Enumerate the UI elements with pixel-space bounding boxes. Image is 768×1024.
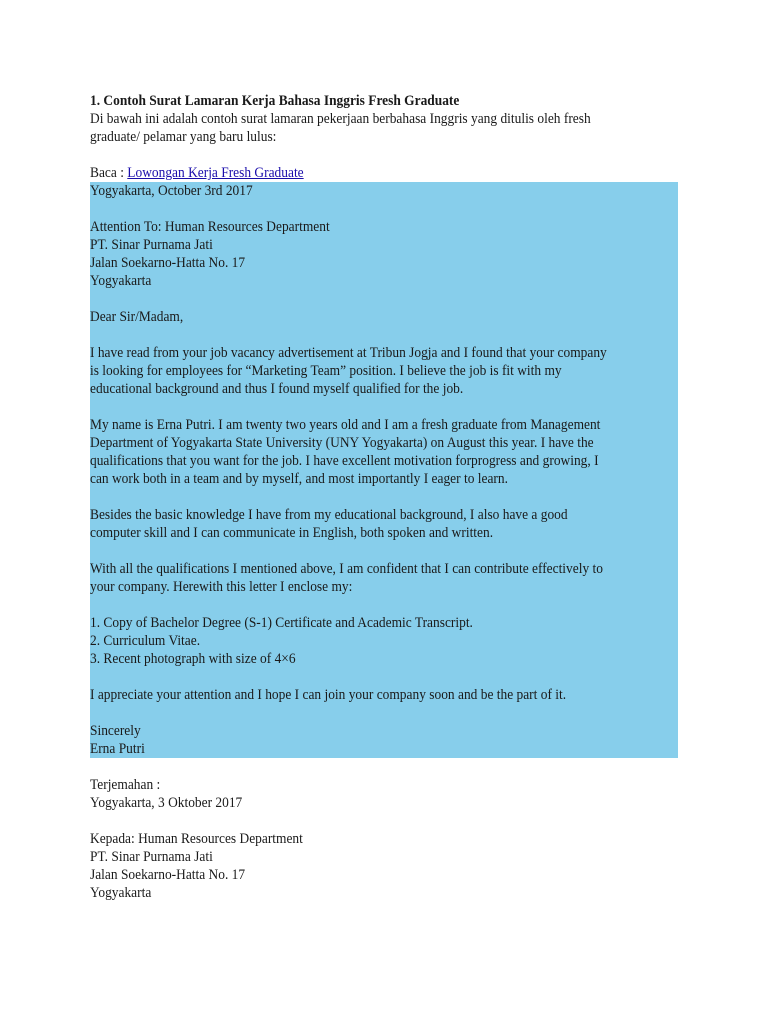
paragraph-line: qualifications that you want for the job. I have excellent motivation forprogress and growing, I bbox=[90, 453, 599, 469]
paragraph-line: educational background and thus I found myself qualified for the job. bbox=[90, 381, 464, 397]
spacer bbox=[90, 200, 678, 218]
letter-highlight-block bbox=[90, 182, 678, 758]
spacer bbox=[90, 704, 678, 722]
paragraph-line: Besides the basic knowledge I have from my educational background, I also have a good bbox=[90, 507, 568, 523]
paragraph-line: I have read from your job vacancy advertisement at Tribun Jogja and I found that your company bbox=[90, 345, 607, 361]
enclosure-item: 1. Copy of Bachelor Degree (S-1) Certificate and Academic Transcript. bbox=[90, 615, 473, 631]
document-page bbox=[90, 92, 680, 902]
intro-text: Di bawah ini adalah contoh surat lamaran pekerjaan berbahasa Inggris yang ditulis oleh fresh bbox=[90, 111, 591, 127]
spacer bbox=[90, 146, 680, 164]
baca-line bbox=[90, 164, 633, 182]
article-heading: 1. Contoh Surat Lamaran Kerja Bahasa Inggris Fresh Graduate bbox=[90, 93, 460, 109]
letter-closing: Sincerely bbox=[90, 723, 141, 739]
spacer bbox=[90, 290, 678, 308]
paragraph-line: My name is Erna Putri. I am twenty two years old and I am a fresh graduate from Management bbox=[90, 417, 601, 433]
translation-label: Terjemahan : bbox=[90, 777, 161, 793]
paragraph-line: Department of Yogyakarta State University (UNY Yogyakarta) on August this year. I have the bbox=[90, 435, 594, 451]
closing-paragraph: I appreciate your attention and I hope I can join your company soon and be the part of it. bbox=[90, 687, 567, 703]
paragraph-line: your company. Herewith this letter I enclose my: bbox=[90, 579, 353, 595]
spacer bbox=[90, 812, 680, 830]
spacer bbox=[90, 758, 680, 776]
enclosure-item: 2. Curriculum Vitae. bbox=[90, 633, 201, 649]
spacer bbox=[90, 488, 678, 506]
letter-street: Jalan Soekarno-Hatta No. 17 bbox=[90, 255, 246, 271]
letter-salutation: Dear Sir/Madam, bbox=[90, 309, 184, 325]
letter-city: Yogyakarta bbox=[90, 273, 152, 289]
paragraph-line: With all the qualifications I mentioned above, I am confident that I can contribute effectively to bbox=[90, 561, 603, 577]
translation-to: Kepada: Human Resources Department bbox=[90, 831, 303, 847]
paragraph-line: can work both in a team and by myself, and most importantly I eager to learn. bbox=[90, 471, 508, 487]
baca-label: Baca : bbox=[90, 165, 128, 181]
paragraph-line: is looking for employees for “Marketing Team” position. I believe the job is fit with my bbox=[90, 363, 562, 379]
translation-city: Yogyakarta bbox=[90, 885, 152, 901]
letter-date: Yogyakarta, October 3rd 2017 bbox=[90, 183, 253, 199]
translation-date: Yogyakarta, 3 Oktober 2017 bbox=[90, 795, 243, 811]
letter-company: PT. Sinar Purnama Jati bbox=[90, 237, 213, 253]
letter-attention: Attention To: Human Resources Department bbox=[90, 219, 330, 235]
spacer bbox=[90, 326, 678, 344]
spacer bbox=[90, 542, 678, 560]
enclosure-item: 3. Recent photograph with size of 4×6 bbox=[90, 651, 296, 667]
intro-text: graduate/ pelamar yang baru lulus: bbox=[90, 129, 277, 145]
translation-company: PT. Sinar Purnama Jati bbox=[90, 849, 213, 865]
paragraph-line: computer skill and I can communicate in English, both spoken and written. bbox=[90, 525, 494, 541]
baca-link[interactable]: Lowongan Kerja Fresh Graduate bbox=[127, 165, 304, 181]
spacer bbox=[90, 398, 678, 416]
translation-street: Jalan Soekarno-Hatta No. 17 bbox=[90, 867, 246, 883]
letter-signature: Erna Putri bbox=[90, 741, 145, 757]
spacer bbox=[90, 596, 678, 614]
spacer bbox=[90, 668, 678, 686]
